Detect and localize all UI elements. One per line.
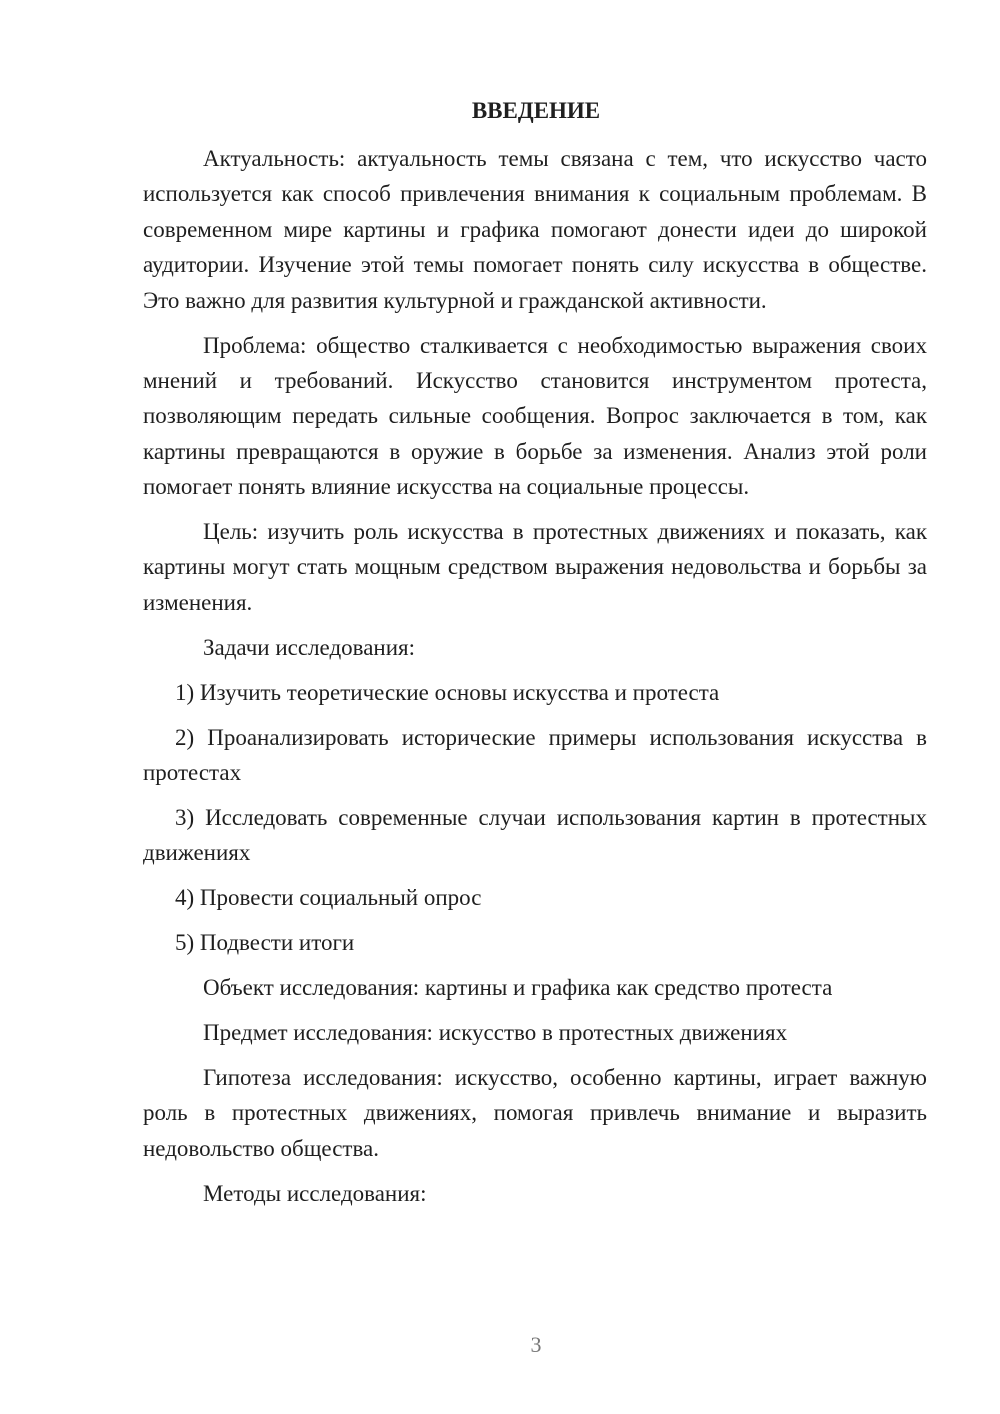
paragraph-relevance: Актуальность: актуальность темы связана с тем, что искусство часто используется как способ привлечения внимания к социальным проблемам. В современном мире картины и графика помогают донести идеи до широкой аудитории. Изучение этой темы помогает понять силу искусства в обществе. Это важно для развития культурной и гражданской активности. — [143, 146, 927, 313]
paragraph-methods: Методы исследования: — [203, 1180, 427, 1206]
task-item-3: 3) Исследовать современные случаи использования картин в протестных движениях — [143, 804, 927, 866]
task-item-4: 4) Провести социальный опрос — [175, 885, 482, 911]
paragraph-problem: Проблема: общество сталкивается с необходимостью выражения своих мнений и требований. Искусство становится инструментом протеста, позволяющим передать сильные сообщения. Вопрос заключается в том, как картины превращаются в оружие в борьбе за изменения. Анализ этой роли помогает понять влияние искусства на социальные процессы. — [143, 332, 927, 500]
paragraph-object: Объект исследования: картины и графика как средство протеста — [203, 975, 833, 1001]
paragraph-subject: Предмет исследования: искусство в протестных движениях — [203, 1019, 788, 1045]
document-body — [143, 141, 927, 1220]
page-number: 3 — [530, 1332, 542, 1357]
paragraph-hypothesis: Гипотеза исследования: искусство, особенно картины, играет важную роль в протестных движениях, помогая привлечь внимание и выразить недовольство общества. — [143, 1064, 927, 1161]
paragraph-tasks-heading: Задачи исследования: — [203, 634, 416, 660]
page-title: ВВЕДЕНИЕ — [471, 98, 601, 123]
task-item-5: 5) Подвести итоги — [175, 930, 355, 956]
task-item-1: 1) Изучить теоретические основы искусства и протеста — [175, 679, 720, 705]
task-item-2: 2) Проанализировать исторические примеры использования искусства в протестах — [143, 724, 927, 785]
paragraph-goal: Цель: изучить роль искусства в протестных движениях и показать, как картины могут стать мощным средством выражения недовольства и борьбы за изменения. — [143, 519, 927, 615]
